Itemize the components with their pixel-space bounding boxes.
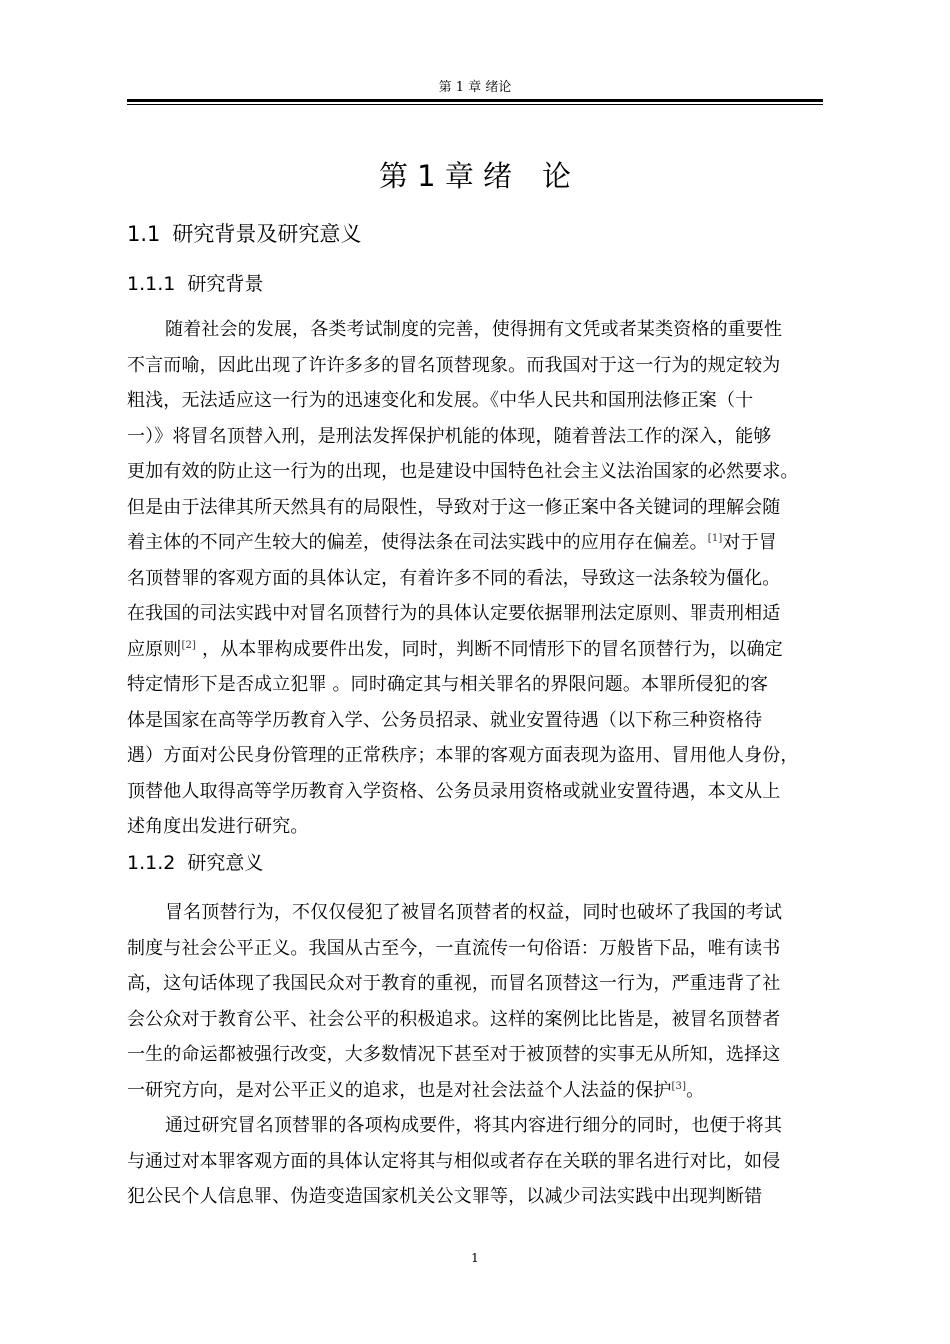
text-line: 述角度出发进行研究。 bbox=[127, 816, 309, 837]
page-number: 1 bbox=[471, 1251, 479, 1265]
text-line: 体是国家在高等学历教育入学、公务员招录、就业安置待遇（以下称三种资格待 bbox=[127, 709, 763, 731]
section-title: 研究背景及研究意义 bbox=[172, 222, 362, 246]
text-line: 但是由于法律其所天然具有的局限性，导致对于这一修正案中各关键词的理解会随 bbox=[127, 496, 781, 518]
text-line bbox=[127, 1073, 827, 1109]
text-line: 通过研究冒名顶替罪的各项构成要件，将其内容进行细分的同时，也便于将其 bbox=[165, 1115, 783, 1136]
text-run: 对于冒 bbox=[722, 532, 777, 553]
text-line: 犯公民个人信息罪、伪造变造国家机关公文罪等，以减少司法实践中出现判断错 bbox=[127, 1186, 763, 1207]
text-line: 遇）方面对公民身份管理的正常秩序；本罪的客观方面表现为盗用、冒用他人身份， bbox=[127, 745, 799, 766]
section-number: 1.1 bbox=[127, 222, 161, 246]
text-run: 。 bbox=[686, 1079, 705, 1101]
citation-ref[interactable]: [1] bbox=[707, 533, 723, 544]
text-line bbox=[127, 632, 827, 668]
text-line: 在我国的司法实践中对冒名顶替行为的具体认定要依据罪刑法定原则、罪责刑相适 bbox=[127, 603, 781, 624]
text-line: 名顶替罪的客观方面的具体认定，有着许多不同的看法，导致这一法条较为僵化。 bbox=[127, 567, 781, 589]
chapter-title-prefix: 第 1 章 绪 bbox=[378, 159, 513, 193]
text-line: 顶替他人取得高等学历教育入学资格、公务员录用资格或就业安置待遇，本文从上 bbox=[127, 780, 781, 802]
section-title: 研究背景 bbox=[187, 273, 264, 295]
text-line: 会公众对于教育公平、社会公平的积极追求。这样的案例比比皆是，被冒名顶替者 bbox=[127, 1008, 781, 1030]
citation-ref[interactable]: [2] bbox=[181, 639, 197, 651]
running-header: 第 1 章 绪论 bbox=[438, 80, 512, 95]
text-run: 着主体的不同产生较大的偏差，使得法条在司法实践中的应用存在偏差。 bbox=[127, 532, 708, 553]
text-line: 与通过对本罪客观方面的具体认定将其与相似或者存在关联的罪名进行对比，如侵 bbox=[127, 1150, 781, 1172]
citation-ref[interactable]: [3] bbox=[671, 1080, 687, 1092]
section-number: 1.1.1 bbox=[127, 273, 176, 295]
section-heading-1-1-2 bbox=[127, 849, 263, 877]
text-line: 随着社会的发展，各类考试制度的完善，使得拥有文凭或者某类资格的重要性 bbox=[165, 319, 783, 340]
chapter-title bbox=[127, 156, 823, 196]
text-line: 一）》将冒名顶替入刑，是刑法发挥保护机能的体现，随着普法工作的深入，能够 bbox=[127, 425, 772, 447]
text-line: 冒名顶替行为，不仅仅侵犯了被冒名顶替者的权益，同时也破坏了我国的考试 bbox=[165, 902, 783, 923]
text-line: 特定情形下是否成立犯罪 。同时确定其与相关罪名的界限问题。本罪所侵犯的客 bbox=[127, 674, 769, 695]
text-line: 高，这句话体现了我国民众对于教育的重视，而冒名顶替这一行为，严重违背了社 bbox=[127, 973, 781, 994]
text-line: 粗浅，无法适应这一行为的迅速变化和发展。《中华人民共和国刑法修正案（十 bbox=[127, 390, 754, 411]
header-rule-thin bbox=[127, 104, 823, 105]
text-line: 制度与社会公平正义。我国从古至今，一直流传一句俗语：万般皆下品，唯有读书 bbox=[127, 937, 781, 959]
paragraph-background bbox=[127, 312, 827, 845]
text-run: 应原则 bbox=[127, 638, 182, 660]
header-rule-thick bbox=[127, 99, 823, 102]
paragraph-significance-2 bbox=[127, 1108, 827, 1215]
text-line bbox=[127, 525, 827, 561]
section-heading-1-1-1 bbox=[127, 270, 263, 298]
text-line: 更加有效的防止这一行为的出现，也是建设中国特色社会主义法治国家的必然要求。 bbox=[127, 461, 799, 482]
section-title: 研究意义 bbox=[187, 852, 264, 874]
section-number: 1.1.2 bbox=[127, 852, 176, 874]
chapter-title-suffix: 论 bbox=[542, 159, 572, 193]
text-run: ，从本罪构成要件出发，同时，判断不同情形下的冒名顶替行为，以确定 bbox=[196, 638, 783, 660]
text-line: 一生的命运都被强行改变，大多数情况下甚至对于被顶替的实事无从所知，选择这 bbox=[127, 1044, 781, 1065]
section-heading-1-1 bbox=[127, 219, 361, 249]
paragraph-significance-1 bbox=[127, 895, 827, 1108]
text-run: 一研究方向，是对公平正义的追求，也是对社会法益个人法益的保护 bbox=[127, 1079, 672, 1101]
text-line: 不言而喻，因此出现了许许多多的冒名顶替现象。而我国对于这一行为的规定较为 bbox=[127, 354, 781, 376]
